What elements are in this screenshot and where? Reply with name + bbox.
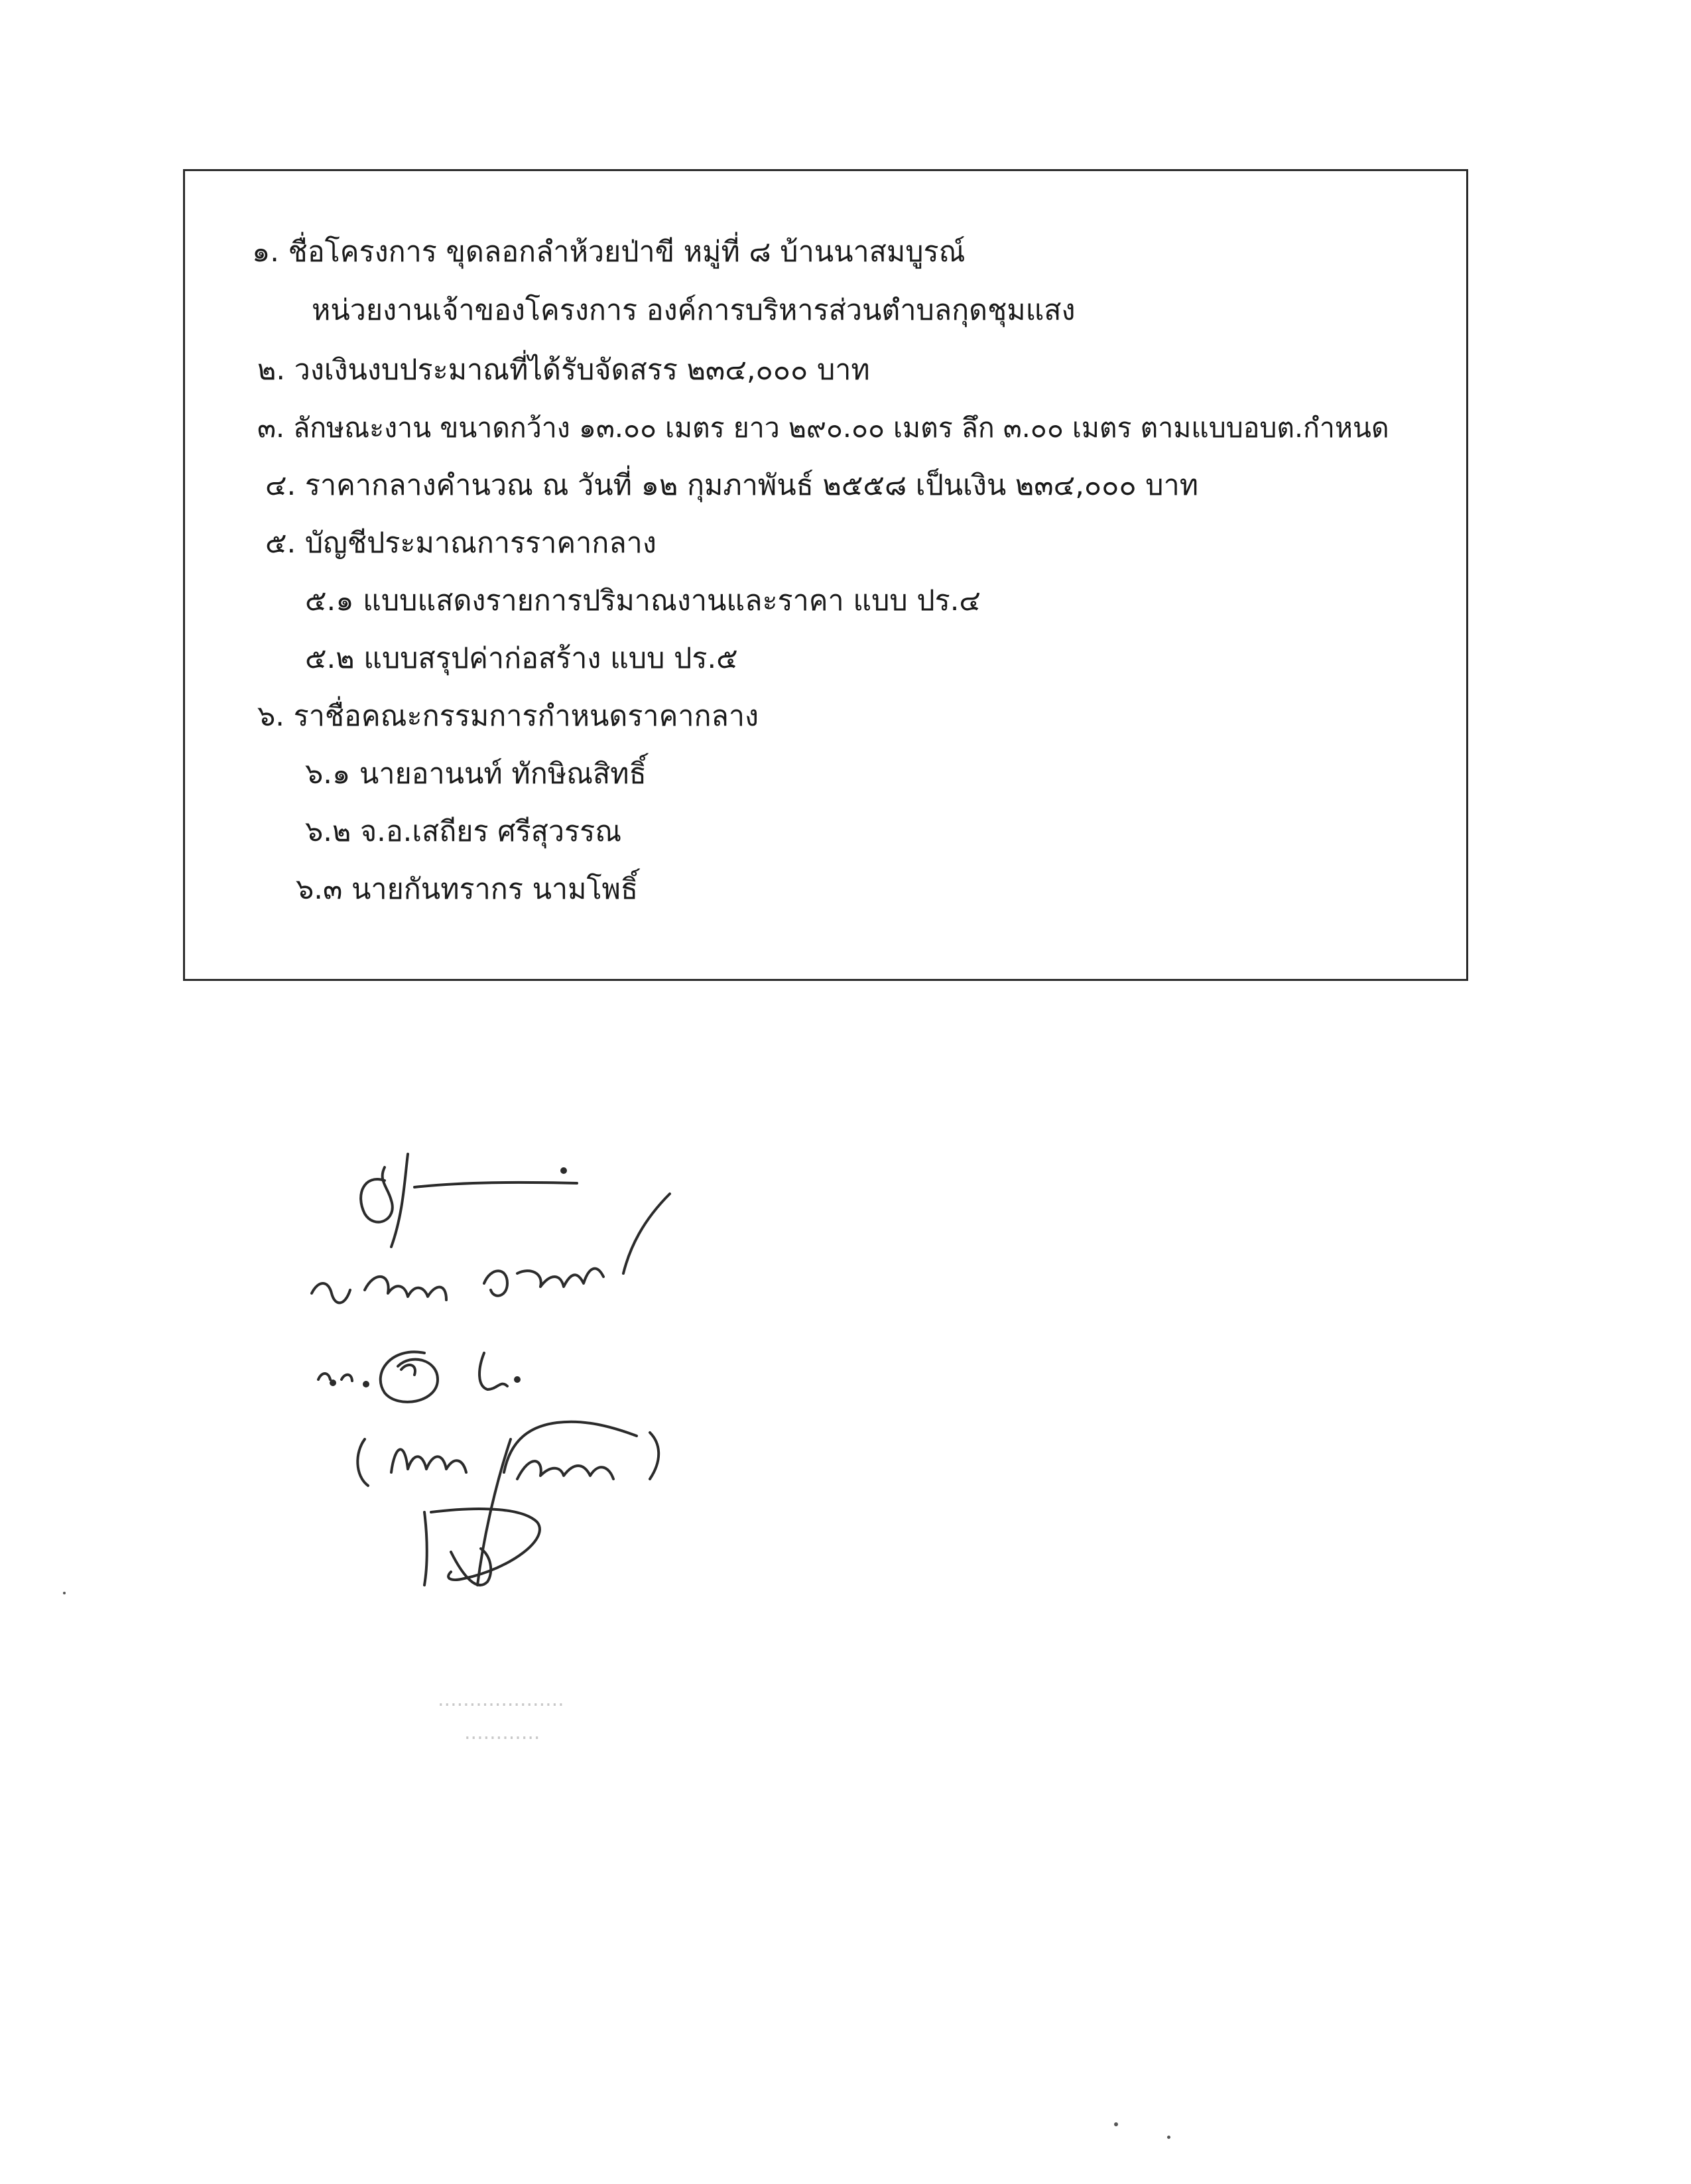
item-estimate-pr4: ๕.๑ แบบแสดงรายการปริมาณงานและราคา แบบ ปร.๔ [305,584,981,617]
scan-speck [63,1592,66,1594]
item-budget: ๒. วงเงินงบประมาณที่ได้รับจัดสรร ๒๓๔,๐๐๐ บาท [257,353,870,387]
item-project-agency: หน่วยงานเจ้าของโครงการ องค์การบริหารส่วนตำบลกุดชุมแสง [312,294,1076,327]
item-committee-member-3: ๖.๓ นายกันทรากร นามโพธิ์ [296,873,639,906]
faint-bleed-text: .................... [438,1688,564,1711]
project-info-box [183,169,1468,981]
item-estimate-pr5: ๕.๒ แบบสรุปค่าก่อสร้าง แบบ ปร.๕ [305,642,738,675]
item-committee: ๖. ราชื่อคณะกรรมการกำหนดราคากลาง [257,700,759,733]
item-median-price: ๔. ราคากลางคำนวณ ณ วันที่ ๑๒ กุมภาพันธ์ ๒๕๕๘ เป็นเงิน ๒๓๔,๐๐๐ บาท [265,469,1199,502]
item-committee-member-1: ๖.๑ นายอานนท์ ทักษิณสิทธิ์ [305,757,647,791]
item-committee-member-2: ๖.๒ จ.อ.เสถียร ศรีสุวรรณ [305,815,622,848]
scan-speck [1167,2136,1170,2139]
handwritten-signatures [292,1141,769,1605]
scan-speck [1114,2122,1118,2126]
item-estimate-list: ๕. บัญชีประมาณการราคากลาง [265,527,657,560]
item-work-description: ๓. ลักษณะงาน ขนาดกว้าง ๑๓.๐๐ เมตร ยาว ๒๙๐.๐๐ เมตร ลึก ๓.๐๐ เมตร ตามแบบอบต.กำหนด [257,412,1389,444]
item-project-name: ๑. ชื่อโครงการ ขุดลอกลำห้วยป่าขี หมู่ที่ ๘ บ้านนาสมบูรณ์ [252,235,966,269]
faint-bleed-text: ............ [464,1721,540,1744]
